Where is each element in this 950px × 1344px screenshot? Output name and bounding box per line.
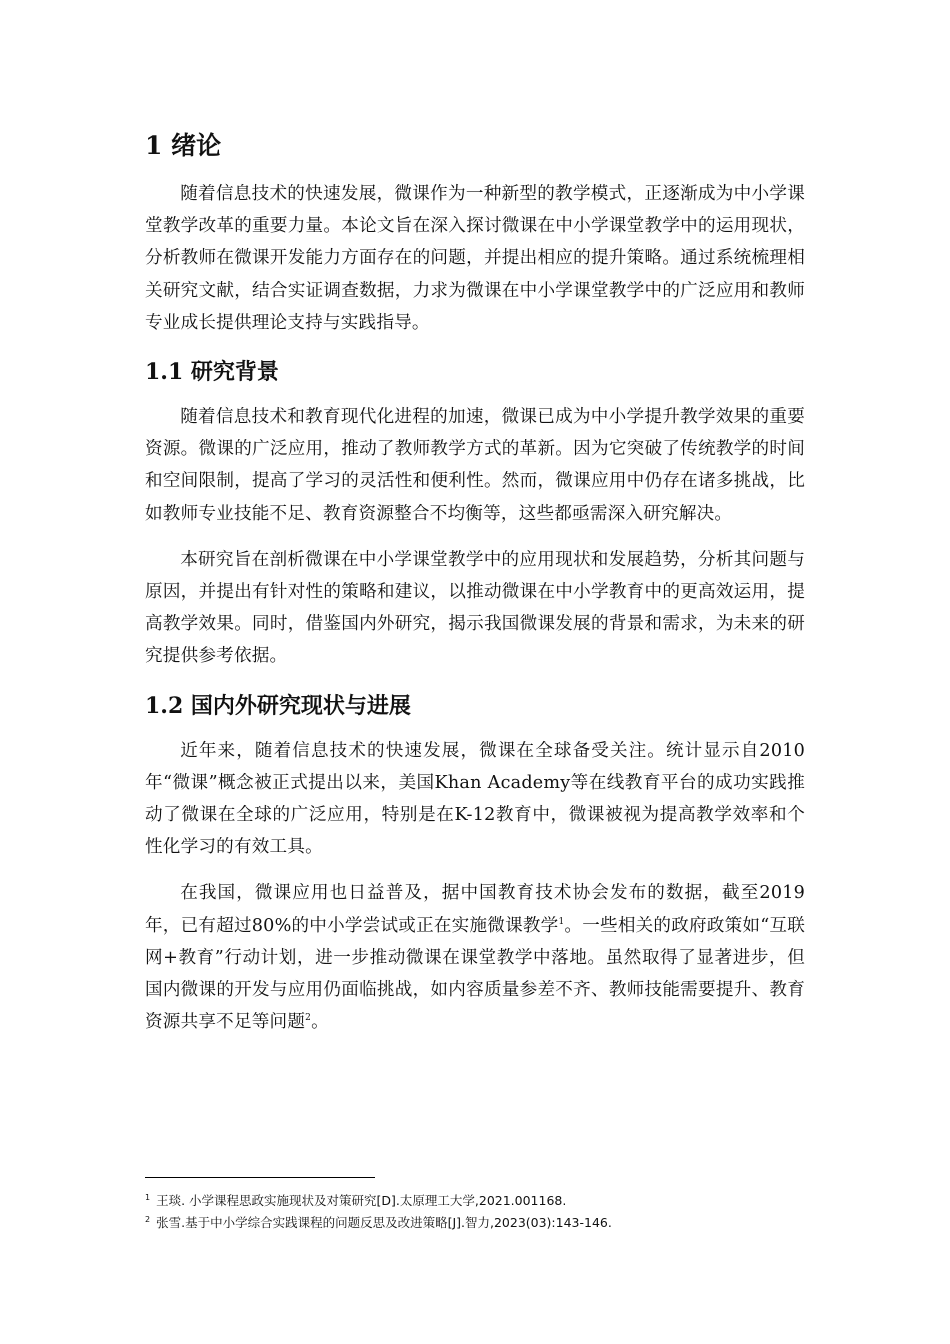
footnote-ref-1[interactable]: 1 <box>558 916 565 927</box>
footnote-number: 1 <box>145 1193 151 1202</box>
footnote-2 <box>145 1210 805 1232</box>
research-status-paragraph-2 <box>145 877 805 1038</box>
document-body <box>145 118 805 1052</box>
footnote-text: 王琰. 小学课程思政实施现状及对策研究[D].太原理工大学,2021.001168. <box>156 1193 567 1209</box>
footnote-text: 张雪.基于中小学综合实践课程的问题反思及改进策略[J].智力,2023(03):143-146. <box>156 1215 612 1231</box>
intro-paragraph: 随着信息技术的快速发展，微课作为一种新型的教学模式，正逐渐成为中小学课堂教学改革的重要力量。本论文旨在深入探讨微课在中小学课堂教学中的运用现状，分析教师在微课开发能力方面存在的问题，并提出相应的提升策略。通过系统梳理相关研究文献，结合实证调查数据，力求为微课在中小学课堂教学中的广泛应用和教师专业成长提供理论支持与实践指导。 <box>145 184 805 333</box>
paragraph-text: 。 <box>311 1012 329 1033</box>
section-title-background: 1.1 研究背景 <box>145 359 279 386</box>
footnote-1 <box>145 1188 805 1210</box>
footnote-number: 2 <box>145 1215 151 1225</box>
research-status-paragraph-1: 近年来，随着信息技术的快速发展，微课在全球备受关注。统计显示自2010年“微课”概念被正式提出以来，美国Khan Academy等在线教育平台的成功实践推动了微课在全球的广泛应用，特别是在K-12教育中，微课被视为提高教学效率和个性化学习的有效工具。 <box>145 740 805 858</box>
footnote-divider <box>145 1177 375 1178</box>
paragraph-text: 在我国，微课应用也日益普及，据中国教育技术协会发布的数据，截至2019年，已有超过80%的中小学尝试或正在实施微课教学 <box>145 883 805 936</box>
footnotes <box>145 1188 805 1232</box>
section-title-research-status: 1.2 国内外研究现状与进展 <box>145 692 411 719</box>
background-paragraph-2: 本研究旨在剖析微课在中小学课堂教学中的应用现状和发展趋势，分析其问题与原因，并提出有针对性的策略和建议，以推动微课在中小学教育中的更高效运用，提高教学效果。同时，借鉴国内外研究，揭示我国微课发展的背景和需求，为未来的研究提供参考依据。 <box>145 549 805 667</box>
paragraph-text: 。一些相关的政府政策如“互联网+教育”行动计划，进一步推动微课在课堂教学中落地。虽然取得了显著进步，但国内微课的开发与应用仍面临挑战，如内容质量参差不齐、教师技能需要提升、教育资源共享不足等问题 <box>145 915 805 1033</box>
background-paragraph-1: 随着信息技术和教育现代化进程的加速，微课已成为中小学提升教学效果的重要资源。微课的广泛应用，推动了教师教学方式的革新。因为它突破了传统教学的时间和空间限制，提高了学习的灵活性和便利性。然而，微课应用中仍存在诸多挑战，比如教师专业技能不足、教育资源整合不均衡等，这些都亟需深入研究解决。 <box>145 407 805 524</box>
footnote-ref-2[interactable]: 2 <box>305 1013 312 1024</box>
chapter-title: 1 绪论 <box>145 131 222 160</box>
